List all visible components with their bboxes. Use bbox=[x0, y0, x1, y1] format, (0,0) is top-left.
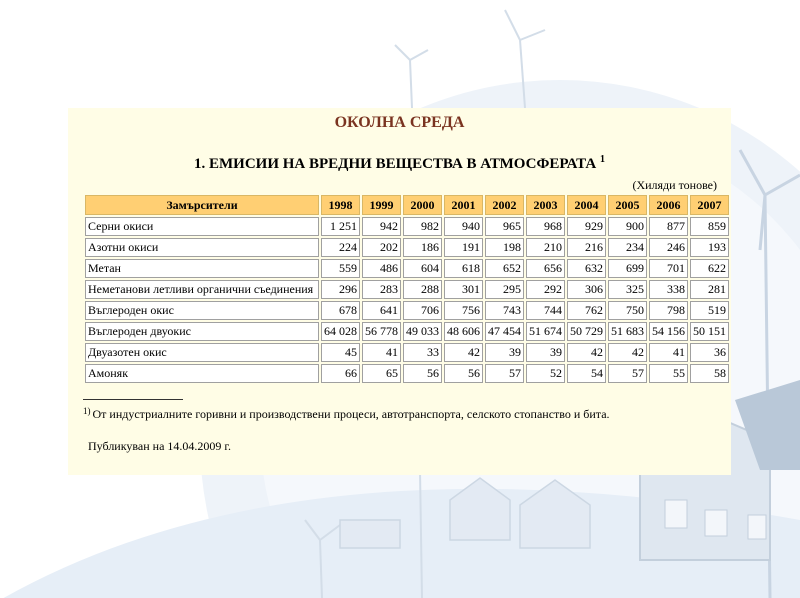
row-value-cell: 42 bbox=[608, 343, 647, 362]
row-value-cell: 292 bbox=[526, 280, 565, 299]
row-value-cell: 51 674 bbox=[526, 322, 565, 341]
row-value-cell: 234 bbox=[608, 238, 647, 257]
table-title-text: 1. ЕМИСИИ НА ВРЕДНИ ВЕЩЕСТВА В АТМОСФЕРАТА bbox=[194, 156, 597, 172]
table-row bbox=[85, 238, 729, 257]
row-value-cell: 54 bbox=[567, 364, 606, 383]
header-year: 2004 bbox=[567, 195, 606, 215]
table-row bbox=[85, 301, 729, 320]
row-value-cell: 186 bbox=[403, 238, 442, 257]
row-value-cell: 940 bbox=[444, 217, 483, 236]
row-value-cell: 762 bbox=[567, 301, 606, 320]
row-value-cell: 982 bbox=[403, 217, 442, 236]
row-value-cell: 50 151 bbox=[690, 322, 729, 341]
row-value-cell: 288 bbox=[403, 280, 442, 299]
table-body bbox=[85, 217, 729, 383]
row-value-cell: 519 bbox=[690, 301, 729, 320]
row-value-cell: 965 bbox=[485, 217, 524, 236]
row-value-cell: 652 bbox=[485, 259, 524, 278]
row-value-cell: 54 156 bbox=[649, 322, 688, 341]
row-value-cell: 929 bbox=[567, 217, 606, 236]
row-value-cell: 210 bbox=[526, 238, 565, 257]
row-value-cell: 744 bbox=[526, 301, 565, 320]
row-value-cell: 750 bbox=[608, 301, 647, 320]
row-pollutant-name: Серни окиси bbox=[85, 217, 319, 236]
row-value-cell: 701 bbox=[649, 259, 688, 278]
row-value-cell: 618 bbox=[444, 259, 483, 278]
row-value-cell: 56 778 bbox=[362, 322, 401, 341]
row-value-cell: 202 bbox=[362, 238, 401, 257]
row-value-cell: 296 bbox=[321, 280, 360, 299]
row-value-cell: 301 bbox=[444, 280, 483, 299]
header-year: 2007 bbox=[690, 195, 729, 215]
content-panel bbox=[68, 108, 731, 475]
row-pollutant-name: Въглероден окис bbox=[85, 301, 319, 320]
row-pollutant-name: Амоняк bbox=[85, 364, 319, 383]
row-value-cell: 877 bbox=[649, 217, 688, 236]
row-value-cell: 198 bbox=[485, 238, 524, 257]
row-value-cell: 33 bbox=[403, 343, 442, 362]
row-pollutant-name: Неметанови летливи органични съединения bbox=[85, 280, 319, 299]
row-value-cell: 64 028 bbox=[321, 322, 360, 341]
row-value-cell: 699 bbox=[608, 259, 647, 278]
section-title: ОКОЛНА СРЕДА bbox=[334, 114, 465, 131]
header-year: 2005 bbox=[608, 195, 647, 215]
row-value-cell: 39 bbox=[526, 343, 565, 362]
table-row bbox=[85, 217, 729, 236]
table-header-row bbox=[85, 195, 729, 215]
row-value-cell: 338 bbox=[649, 280, 688, 299]
header-pollutants: Замърсители bbox=[85, 195, 319, 215]
emissions-table bbox=[83, 193, 731, 385]
row-value-cell: 45 bbox=[321, 343, 360, 362]
row-value-cell: 281 bbox=[690, 280, 729, 299]
row-value-cell: 42 bbox=[567, 343, 606, 362]
row-value-cell: 656 bbox=[526, 259, 565, 278]
row-value-cell: 798 bbox=[649, 301, 688, 320]
published-date: Публикуван на 14.04.2009 г. bbox=[88, 439, 231, 453]
row-value-cell: 50 729 bbox=[567, 322, 606, 341]
table-row bbox=[85, 343, 729, 362]
row-value-cell: 743 bbox=[485, 301, 524, 320]
row-value-cell: 191 bbox=[444, 238, 483, 257]
row-value-cell: 66 bbox=[321, 364, 360, 383]
row-value-cell: 216 bbox=[567, 238, 606, 257]
row-pollutant-name: Въглероден двуокис bbox=[85, 322, 319, 341]
footnote-text: От индустриалните горивни и производствени процеси, автотранспорта, селското стопанство и бита. bbox=[92, 407, 610, 421]
row-value-cell: 65 bbox=[362, 364, 401, 383]
row-value-cell: 193 bbox=[690, 238, 729, 257]
row-value-cell: 559 bbox=[321, 259, 360, 278]
row-value-cell: 900 bbox=[608, 217, 647, 236]
row-pollutant-name: Двуазотен окис bbox=[85, 343, 319, 362]
footnote bbox=[83, 406, 610, 422]
row-value-cell: 486 bbox=[362, 259, 401, 278]
row-value-cell: 632 bbox=[567, 259, 606, 278]
header-year: 2003 bbox=[526, 195, 565, 215]
row-value-cell: 39 bbox=[485, 343, 524, 362]
row-value-cell: 57 bbox=[608, 364, 647, 383]
header-year: 2006 bbox=[649, 195, 688, 215]
row-value-cell: 306 bbox=[567, 280, 606, 299]
row-value-cell: 41 bbox=[362, 343, 401, 362]
row-value-cell: 295 bbox=[485, 280, 524, 299]
header-year: 2000 bbox=[403, 195, 442, 215]
row-value-cell: 622 bbox=[690, 259, 729, 278]
row-value-cell: 49 033 bbox=[403, 322, 442, 341]
header-year: 2002 bbox=[485, 195, 524, 215]
row-value-cell: 604 bbox=[403, 259, 442, 278]
row-value-cell: 48 606 bbox=[444, 322, 483, 341]
row-value-cell: 246 bbox=[649, 238, 688, 257]
row-value-cell: 57 bbox=[485, 364, 524, 383]
footnote-divider bbox=[83, 399, 183, 400]
table-title bbox=[68, 154, 731, 173]
row-value-cell: 706 bbox=[403, 301, 442, 320]
row-value-cell: 41 bbox=[649, 343, 688, 362]
row-value-cell: 36 bbox=[690, 343, 729, 362]
row-value-cell: 55 bbox=[649, 364, 688, 383]
row-value-cell: 224 bbox=[321, 238, 360, 257]
row-value-cell: 47 454 bbox=[485, 322, 524, 341]
table-row bbox=[85, 364, 729, 383]
row-value-cell: 942 bbox=[362, 217, 401, 236]
row-value-cell: 325 bbox=[608, 280, 647, 299]
row-pollutant-name: Азотни окиси bbox=[85, 238, 319, 257]
table-row bbox=[85, 280, 729, 299]
row-value-cell: 756 bbox=[444, 301, 483, 320]
table-row bbox=[85, 322, 729, 341]
row-value-cell: 58 bbox=[690, 364, 729, 383]
table-row bbox=[85, 259, 729, 278]
row-value-cell: 678 bbox=[321, 301, 360, 320]
row-value-cell: 51 683 bbox=[608, 322, 647, 341]
row-value-cell: 859 bbox=[690, 217, 729, 236]
header-year: 1999 bbox=[362, 195, 401, 215]
table-title-footnote-marker: 1 bbox=[599, 154, 605, 165]
row-value-cell: 42 bbox=[444, 343, 483, 362]
row-pollutant-name: Метан bbox=[85, 259, 319, 278]
row-value-cell: 52 bbox=[526, 364, 565, 383]
footnote-marker: 1) bbox=[83, 406, 91, 416]
row-value-cell: 641 bbox=[362, 301, 401, 320]
row-value-cell: 283 bbox=[362, 280, 401, 299]
row-value-cell: 968 bbox=[526, 217, 565, 236]
header-year: 1998 bbox=[321, 195, 360, 215]
unit-note: (Хиляди тонове) bbox=[632, 178, 717, 192]
row-value-cell: 56 bbox=[403, 364, 442, 383]
header-year: 2001 bbox=[444, 195, 483, 215]
row-value-cell: 1 251 bbox=[321, 217, 360, 236]
row-value-cell: 56 bbox=[444, 364, 483, 383]
